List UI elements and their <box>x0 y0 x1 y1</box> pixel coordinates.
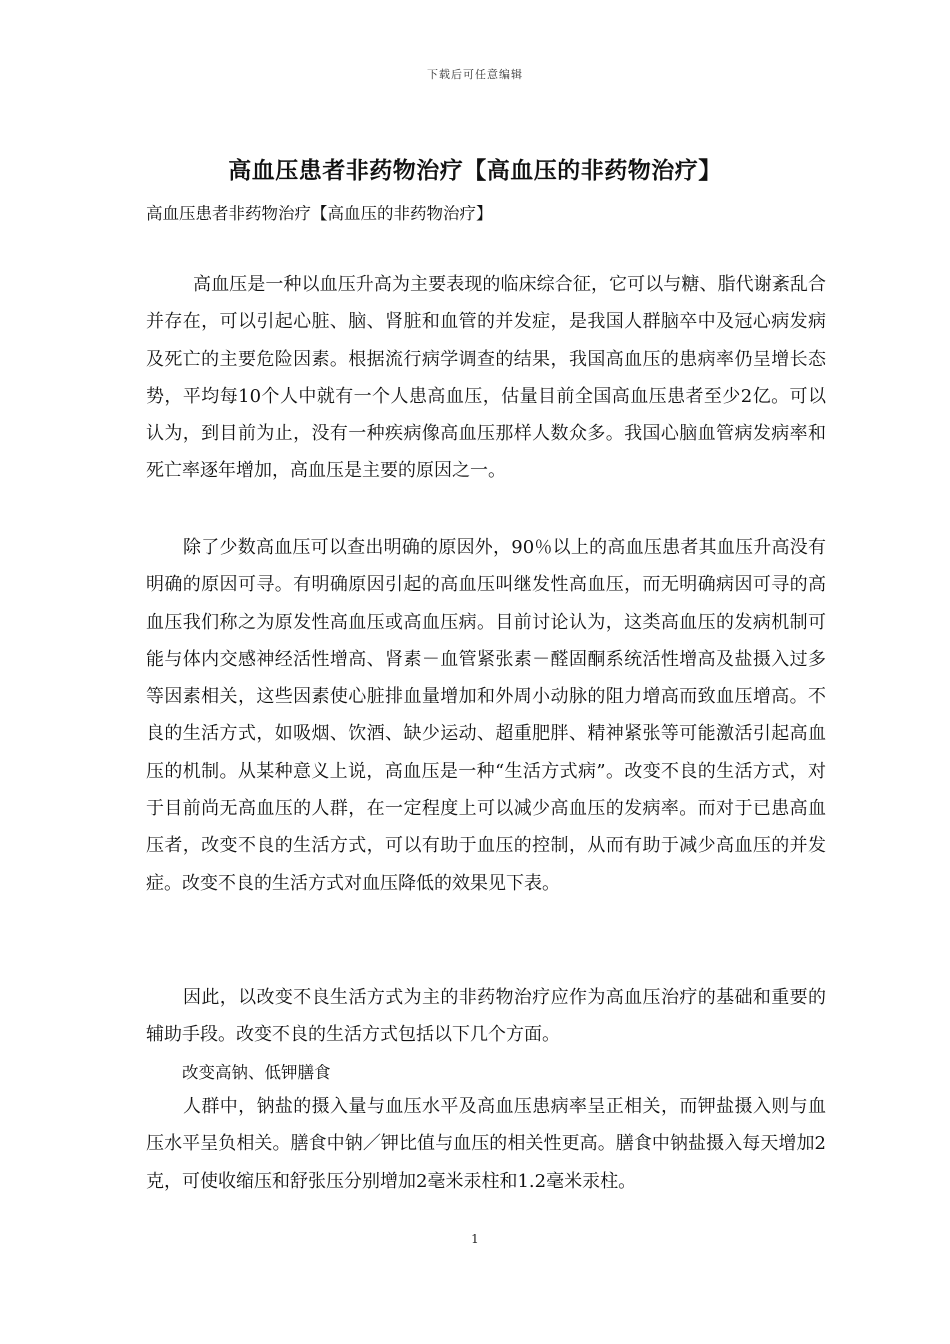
section-heading-diet: 改变高钠、低钾膳食 <box>182 1063 331 1082</box>
body-paragraph-sodium: 人群中，钠盐的摄入量与血压水平及高血压患病率呈正相关，而钾盐摄入则与血压水平呈负相关。膳食中钠／钾比值与血压的相关性更高。膳食中钠盐摄入每天增加2克，可使收缩压和舒张压分别增加2毫米汞柱和1.2毫米汞柱。 <box>146 1096 826 1192</box>
document-subtitle: 高血压患者非药物治疗【高血压的非药物治疗】 <box>146 204 493 223</box>
document-title: 高血压患者非药物治疗【高血压的非药物治疗】 <box>228 157 722 184</box>
body-paragraph-intro: 高血压是一种以血压升高为主要表现的临床综合征，它可以与糖、脂代谢紊乱合并存在，可以引起心脏、脑、肾脏和血管的并发症，是我国人群脑卒中及冠心病发病及死亡的主要危险因素。根据流行病学调查的结果，我国高血压的患病率仍呈增长态势，平均每10个人中就有一个人患高血压，估量目前全国高血压患者至少2亿。可以认为，到目前为止，没有一种疾病像高血压那样人数众多。我国心脑血管病发病率和死亡率逐年增加，高血压是主要的原因之一。 <box>146 274 826 482</box>
page-number: 1 <box>471 1232 479 1246</box>
page-header-note: 下载后可任意编辑 <box>427 68 523 81</box>
body-paragraph-treatment: 因此，以改变不良生活方式为主的非药物治疗应作为高血压治疗的基础和重要的辅助手段。改变不良的生活方式包括以下几个方面。 <box>146 987 826 1046</box>
body-paragraph-causes: 除了少数高血压可以查出明确的原因外，90％以上的高血压患者其血压升高没有明确的原因可寻。有明确原因引起的高血压叫继发性高血压，而无明确病因可寻的高血压我们称之为原发性高血压或高血压病。目前讨论认为，这类高血压的发病机制可能与体内交感神经活性增高、肾素－血管紧张素－醛固酮系统活性增高及盐摄入过多等因素相关，这些因素使心脏排血量增加和外周小动脉的阻力增高而致血压增高。不良的生活方式，如吸烟、饮酒、缺少运动、超重肥胖、精神紧张等可能激活引起高血压的机制。从某种意义上说，高血压是一种“生活方式病”。改变不良的生活方式，对于目前尚无高血压的人群，在一定程度上可以减少高血压的发病率。而对于已患高血压者，改变不良的生活方式，可以有助于血压的控制，从而有助于减少高血压的并发症。改变不良的生活方式对血压降低的效果见下表。 <box>146 537 826 894</box>
